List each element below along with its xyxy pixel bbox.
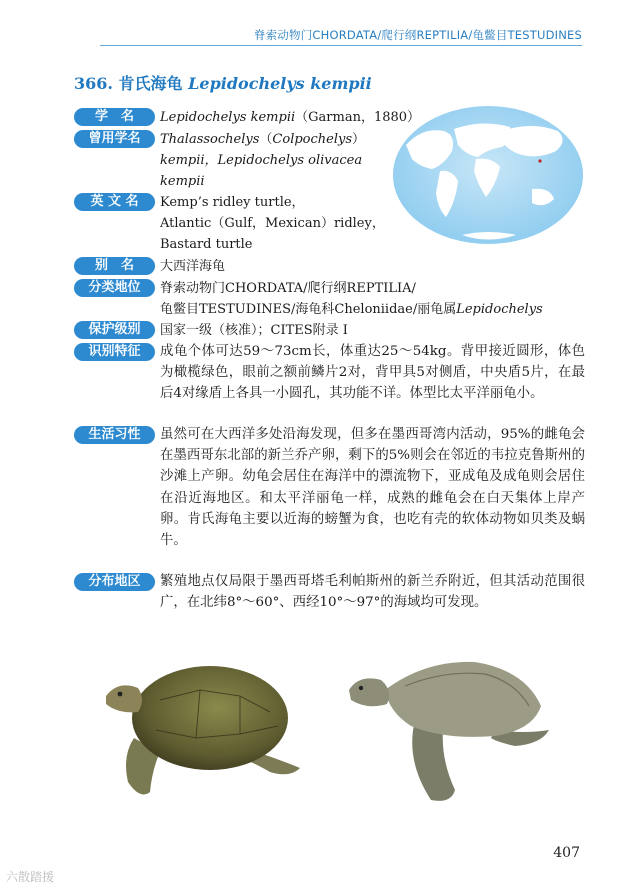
scientific-name-value — [160, 107, 420, 128]
header-divider — [100, 45, 582, 46]
scientific-latin: Lepidochelys kempii — [160, 110, 296, 125]
former-name-paren-close: ） — [352, 132, 366, 147]
aliases-value: 大西洋海龟 — [160, 259, 226, 274]
english-names-line1: Kemp’s ridley turtle， — [160, 195, 305, 210]
page-title — [74, 71, 372, 94]
protection-value: 国家一级（核准）；CITES附录 I — [160, 323, 348, 338]
taxonomy-line2 — [160, 299, 543, 320]
taxonomy-genus: Lepidochelys — [456, 302, 543, 317]
former-names-line2: kempii，Lepidochelys olivacea — [160, 153, 363, 168]
world-map — [392, 105, 584, 245]
former-names-line1 — [160, 129, 365, 150]
english-names-line3: Bastard turtle — [160, 237, 253, 252]
former-name-genus: Thalassochelys — [160, 132, 260, 147]
taxonomy-line1: 脊索动物门CHORDATA/爬行纲REPTILIA/ — [160, 281, 416, 296]
english-names-line2: Atlantic（Gulf，Mexican）ridley， — [160, 216, 385, 231]
label-distribution: 分布地区 — [74, 573, 155, 591]
turtle-photo-side-view — [345, 650, 555, 805]
label-scientific-name: 学 名 — [74, 108, 155, 126]
label-taxonomy: 分类地位 — [74, 279, 155, 297]
watermark: 六散踏援 — [6, 870, 55, 884]
scientific-author: （Garman，1880） — [295, 110, 421, 125]
page-header — [0, 0, 628, 48]
features-text: 成龟个体可达59～73cm长，体重达25～54kg。背甲接近圆形，体色为橄榄绿色，眼前之额前鳞片2对，背甲具5对侧盾，中央盾5片，在最后4对缘盾上各具一小圆孔，其功能不详。体型比太平洋丽龟小。 — [160, 344, 585, 402]
former-names-line3: kempii — [160, 174, 205, 189]
label-habits: 生活习性 — [74, 426, 155, 444]
distribution-text: 繁殖地点仅局限于墨西哥塔毛利帕斯州的新兰乔附近，但其活动范围很广，在北纬8°～60°、西经10°～97°的海域均可发现。 — [160, 574, 585, 611]
label-former-names: 曾用学名 — [74, 130, 155, 148]
label-protection: 保护级别 — [74, 321, 155, 339]
breadcrumb: 脊索动物门CHORDATA/爬行纲REPTILIA/龟鳖目TESTUDINES — [253, 28, 582, 42]
species-chinese-name: 肯氏海龟 — [118, 74, 183, 93]
habits-text: 虽然可在大西洋多处沿海发现，但多在墨西哥湾内活动，95%的雌龟会在墨西哥东北部的新兰乔产卵，剩下的5%则会在邻近的韦拉克鲁斯州的沙滩上产卵。幼龟会居住在海洋中的漂流物下，亚成龟及成龟则会居住在沿近海地区。和太平洋丽龟一样，成熟的雌龟会在白天集体上岸产卵。肯氏海龟主要以近海的螃蟹为食，也吃有壳的软体动物如贝类及蜗牛。 — [160, 427, 585, 549]
species-latin-name: Lepidochelys kempii — [188, 74, 372, 93]
taxonomy-ranks: 龟鳖目TESTUDINES/海龟科Cheloniidae/丽龟属 — [160, 302, 457, 317]
label-features: 识别特征 — [74, 343, 155, 361]
former-name-subgenus: Colpochelys — [272, 132, 353, 147]
label-aliases: 别 名 — [74, 257, 155, 275]
species-number: 366. — [74, 74, 113, 93]
page-number: 407 — [553, 845, 580, 861]
label-english-names: 英 文 名 — [74, 193, 155, 211]
former-name-paren-open: （ — [259, 132, 273, 147]
turtle-photo-top-view — [100, 660, 310, 810]
